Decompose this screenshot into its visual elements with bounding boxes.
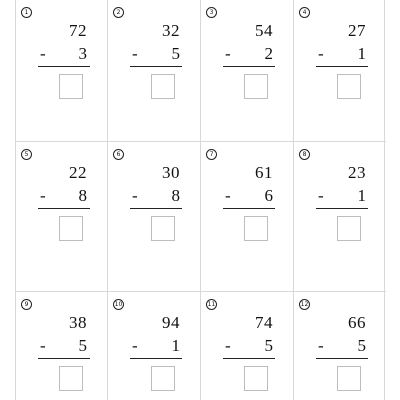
answer-box[interactable] — [337, 366, 361, 391]
problem-number-badge: 8 — [299, 149, 310, 160]
answer-box[interactable] — [244, 216, 268, 241]
problem-number-badge: 1 — [21, 7, 32, 18]
minuend: 38 — [69, 313, 87, 332]
answer-line — [38, 358, 90, 359]
minus-sign: - — [225, 44, 231, 63]
problem-grid — [15, 0, 385, 400]
subtrahend: 6 — [264, 186, 273, 205]
problem-cell — [201, 142, 294, 292]
problem-cell — [16, 0, 108, 142]
minuend: 66 — [348, 313, 366, 332]
answer-line — [223, 66, 275, 67]
problem-cell — [201, 292, 294, 400]
problem-cell — [108, 0, 201, 142]
minus-sign: - — [40, 186, 46, 205]
minus-sign: - — [132, 44, 138, 63]
minus-sign: - — [40, 44, 46, 63]
problem-number-badge: 5 — [21, 149, 32, 160]
answer-box[interactable] — [151, 74, 175, 99]
subtrahend: 1 — [357, 44, 366, 63]
answer-line — [38, 66, 90, 67]
problem-number-badge: 3 — [206, 7, 217, 18]
answer-box[interactable] — [59, 366, 83, 391]
answer-line — [316, 358, 368, 359]
minus-sign: - — [318, 186, 324, 205]
subtrahend: 5 — [357, 336, 366, 355]
subtrahend: 8 — [171, 186, 180, 205]
subtrahend: 5 — [264, 336, 273, 355]
answer-box[interactable] — [337, 74, 361, 99]
answer-line — [316, 66, 368, 67]
answer-box[interactable] — [59, 74, 83, 99]
problem-cell — [201, 0, 294, 142]
answer-box[interactable] — [151, 366, 175, 391]
answer-box[interactable] — [151, 216, 175, 241]
problem-number-badge: 7 — [206, 149, 217, 160]
answer-box[interactable] — [337, 216, 361, 241]
answer-line — [130, 358, 182, 359]
problem-number-badge: 2 — [113, 7, 124, 18]
subtrahend: 5 — [78, 336, 87, 355]
problem-number-badge: 10 — [114, 301, 123, 308]
subtrahend: 1 — [357, 186, 366, 205]
problem-cell — [108, 292, 201, 400]
minus-sign: - — [132, 186, 138, 205]
subtrahend: 3 — [78, 44, 87, 63]
problem-cell — [294, 0, 386, 142]
problem-number-badge: 4 — [299, 7, 310, 18]
minus-sign: - — [132, 336, 138, 355]
minus-sign: - — [40, 336, 46, 355]
problem-cell — [108, 142, 201, 292]
minuend: 32 — [162, 21, 180, 40]
answer-line — [38, 208, 90, 209]
minus-sign: - — [225, 336, 231, 355]
problem-cell — [16, 292, 108, 400]
problem-number-badge: 11 — [207, 301, 216, 308]
minuend: 74 — [255, 313, 273, 332]
subtrahend: 8 — [78, 186, 87, 205]
minuend: 30 — [162, 163, 180, 182]
answer-box[interactable] — [244, 74, 268, 99]
minus-sign: - — [318, 336, 324, 355]
subtrahend: 1 — [171, 336, 180, 355]
subtrahend: 2 — [264, 44, 273, 63]
problem-number-badge: 6 — [113, 149, 124, 160]
answer-box[interactable] — [244, 366, 268, 391]
answer-line — [223, 358, 275, 359]
answer-line — [223, 208, 275, 209]
answer-line — [130, 66, 182, 67]
minuend: 72 — [69, 21, 87, 40]
minuend: 22 — [69, 163, 87, 182]
answer-line — [316, 208, 368, 209]
problem-cell — [16, 142, 108, 292]
problem-number-badge: 12 — [300, 301, 309, 308]
answer-line — [130, 208, 182, 209]
problem-number-badge: 9 — [21, 299, 32, 310]
minuend: 54 — [255, 21, 273, 40]
minuend: 27 — [348, 21, 366, 40]
minuend: 61 — [255, 163, 273, 182]
answer-box[interactable] — [59, 216, 83, 241]
subtrahend: 5 — [171, 44, 180, 63]
problem-cell — [294, 292, 386, 400]
minus-sign: - — [318, 44, 324, 63]
minuend: 94 — [162, 313, 180, 332]
problem-cell — [294, 142, 386, 292]
minuend: 23 — [348, 163, 366, 182]
minus-sign: - — [225, 186, 231, 205]
